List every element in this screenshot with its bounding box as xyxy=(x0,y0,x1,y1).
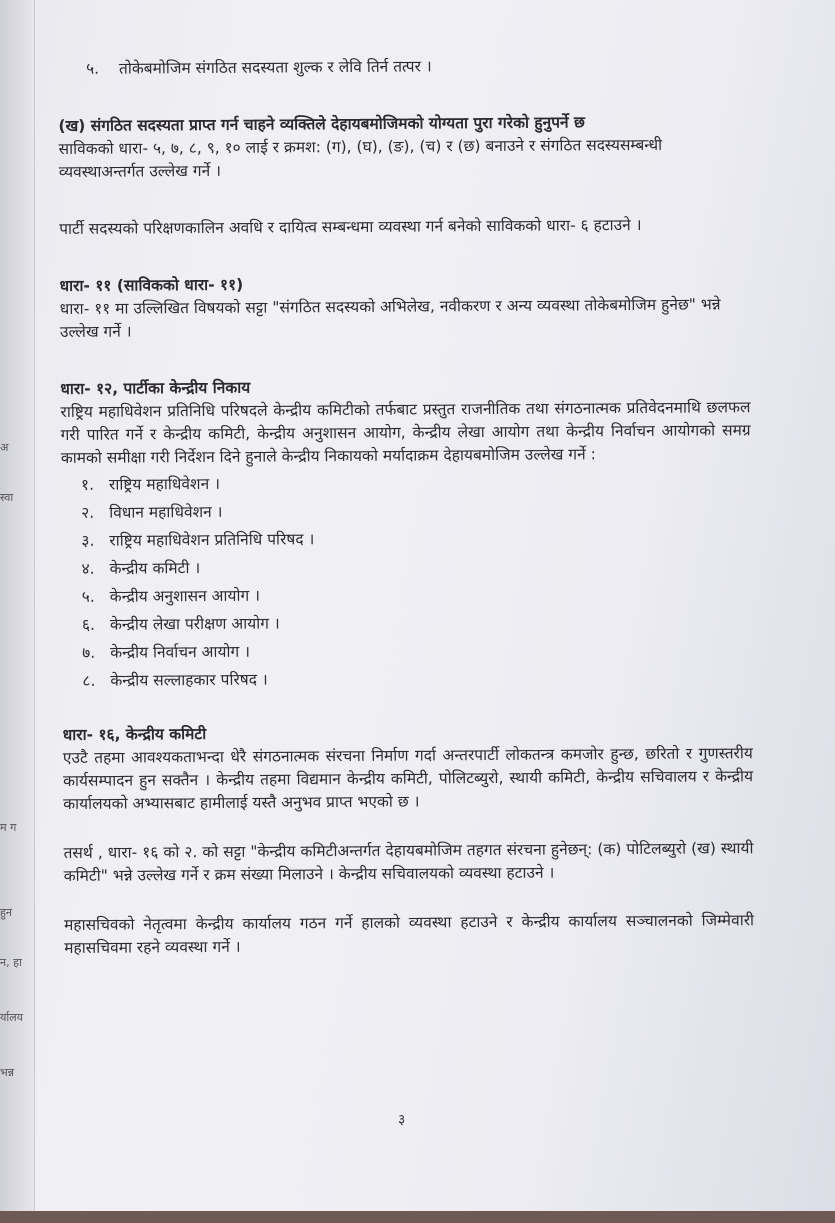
margin-note: न, हा xyxy=(0,956,22,969)
list-item xyxy=(81,469,751,497)
adjacent-page-edge xyxy=(0,0,35,1223)
margin-note: अ xyxy=(0,441,9,454)
dhara-12-heading: धारा- १२, पार्टीका केन्द्रीय निकाय xyxy=(60,378,251,398)
margin-note: भन्न xyxy=(0,1066,15,1079)
margin-note: हुन xyxy=(0,906,12,919)
list-item xyxy=(82,665,752,693)
margin-note: म ग xyxy=(0,821,17,834)
list-item-number: ५. xyxy=(81,587,95,606)
list-item-text: विधान महाधिवेशन । xyxy=(109,502,223,522)
list-item-number: १. xyxy=(80,475,95,494)
list-item-text: केन्द्रीय अनुशासन आयोग । xyxy=(109,586,261,606)
list-item-text: केन्द्रीय लेखा परीक्षण आयोग । xyxy=(109,614,280,634)
list-item xyxy=(82,609,752,637)
list-item xyxy=(81,525,751,553)
dhara-16-paragraph-3: महासचिवको नेतृत्वमा केन्द्रीय कार्यालय गठन गर्ने हालको व्यवस्था हटाउने र केन्द्रीय कार्यालय सञ्चालनको जिम्मेवारी महासचिवमा रहने व्यवस्था गर्ने । xyxy=(63,911,755,957)
page-number: ३ xyxy=(398,1112,406,1128)
document-body xyxy=(58,53,754,960)
list-item xyxy=(82,637,752,665)
central-bodies-list xyxy=(61,469,753,693)
section-kha-text: साविकको धारा- ५, ७, ८, ९, १० लाई र क्रमश: (ग), (घ), (ङ), (च) र (छ) बनाउने र संगठित सदस्यसम्बन्धी व्यवस्थाअन्तर्गत उल्लेख गर्ने । xyxy=(58,135,663,181)
list-item-text: केन्द्रीय कमिटी । xyxy=(109,559,201,578)
list-item xyxy=(81,553,751,581)
list-item-number: ८. xyxy=(82,671,96,690)
section-kha-heading: (ख) संगठित सदस्यता प्राप्त गर्न चाहने व्यक्तिले देहायबमोजिमको योग्यता पुरा गरेको हुनुपर्ने छ xyxy=(58,113,585,135)
list-item-number: ६. xyxy=(81,615,96,634)
list-item-text: केन्द्रीय निर्वाचन आयोग । xyxy=(110,642,251,662)
list-item-number: २. xyxy=(81,503,95,522)
list-item-number: ७. xyxy=(82,643,96,662)
list-item-number: ४. xyxy=(81,559,95,578)
dhara-11-text: धारा- ११ मा उल्लिखित विषयको सट्टा "संगठित सदस्यको अभिलेख, नवीकरण र अन्य व्यवस्था तोकेबमोजिम हुनेछ" भन्ने उल्लेख गर्ने । xyxy=(59,295,721,341)
list-item-text: राष्ट्रिय महाधिवेशन प्रतिनिधि परिषद । xyxy=(109,530,315,550)
dhara-16-heading: धारा- १६, केन्द्रीय कमिटी xyxy=(62,724,207,744)
list-item xyxy=(82,581,752,609)
margin-note: स्वा xyxy=(0,491,14,504)
dhara-16-paragraph-2: तसर्थ , धारा- १६ को २. को सट्टा "केन्द्रीय कमिटीअन्तर्गत देहायबमोजिम तहगत संरचना हुनेछन्: (क) पोटिलब्युरो (ख) स्थायी कमिटी" भन्ने उल्लेख गर्ने र क्रम संख्या मिलाउने । केन्द्रीय सचिवालयको व्यवस्था हटाउने । xyxy=(63,839,754,885)
margin-note: र्यालय xyxy=(0,1011,24,1024)
list-item-text: तोकेबमोजिम संगठित सदस्यता शुल्क र लेवि तिर्न तत्पर । xyxy=(118,57,432,78)
dhara-16-text: एउटै तहमा आवश्यकताभन्दा धेरै संगठनात्मक संरचना निर्माण गर्दा अन्तरपार्टी लोकतन्त्र कमजोर हुन्छ, छरितो र गुणस्तरीय कार्यसम्पादन हुन सक्तैन । केन्द्रीय तहमा विद्यमान केन्द्रीय कमिटी, पोलिटब्युरो, स्थायी कमिटी, केन्द्रीय सचिवालय र केन्द्रीय कार्यालयको अभ्यासबाट हामीलाई यस्तै अनुभव प्राप्त भएको छ । xyxy=(62,744,754,813)
list-item-number: ३. xyxy=(81,531,95,550)
dhara-12-text: राष्ट्रिय महाधिवेशन प्रतिनिधि परिषदले केन्द्रीय कमिटीको तर्फबाट प्रस्तुत राजनीतिक तथा संगठनात्मक प्रतिवेदनमाथि छलफल गरी पारित गर्ने र केन्द्रीय कमिटी, केन्द्रीय अनुशासन आयोग, केन्द्रीय लेखा आयोग तथा केन्द्रीय निर्वाचन आयोगको समग्र कामको समीक्षा गरी निर्देशन दिने हुनाले केन्द्रीय निकायको मर्यादाक्रम देहायबमोजिम उल्लेख गर्ने : xyxy=(60,398,751,467)
list-item-number: ५. xyxy=(86,59,100,78)
list-item-text: राष्ट्रिय महाधिवेशन । xyxy=(108,474,221,494)
list-item-text: केन्द्रीय सल्लाहकार परिषद । xyxy=(110,670,268,690)
probation-paragraph: पार्टी सदस्यको परिक्षणकालिन अवधि र दायित्व सम्बन्धमा व्यवस्था गर्न बनेको साविकको धारा- ६ हटाउने । xyxy=(59,215,642,238)
page-bottom-edge xyxy=(0,1211,835,1223)
list-item xyxy=(81,497,751,525)
dhara-11-heading: धारा- ११ (साविकको धारा- ११) xyxy=(59,275,244,295)
